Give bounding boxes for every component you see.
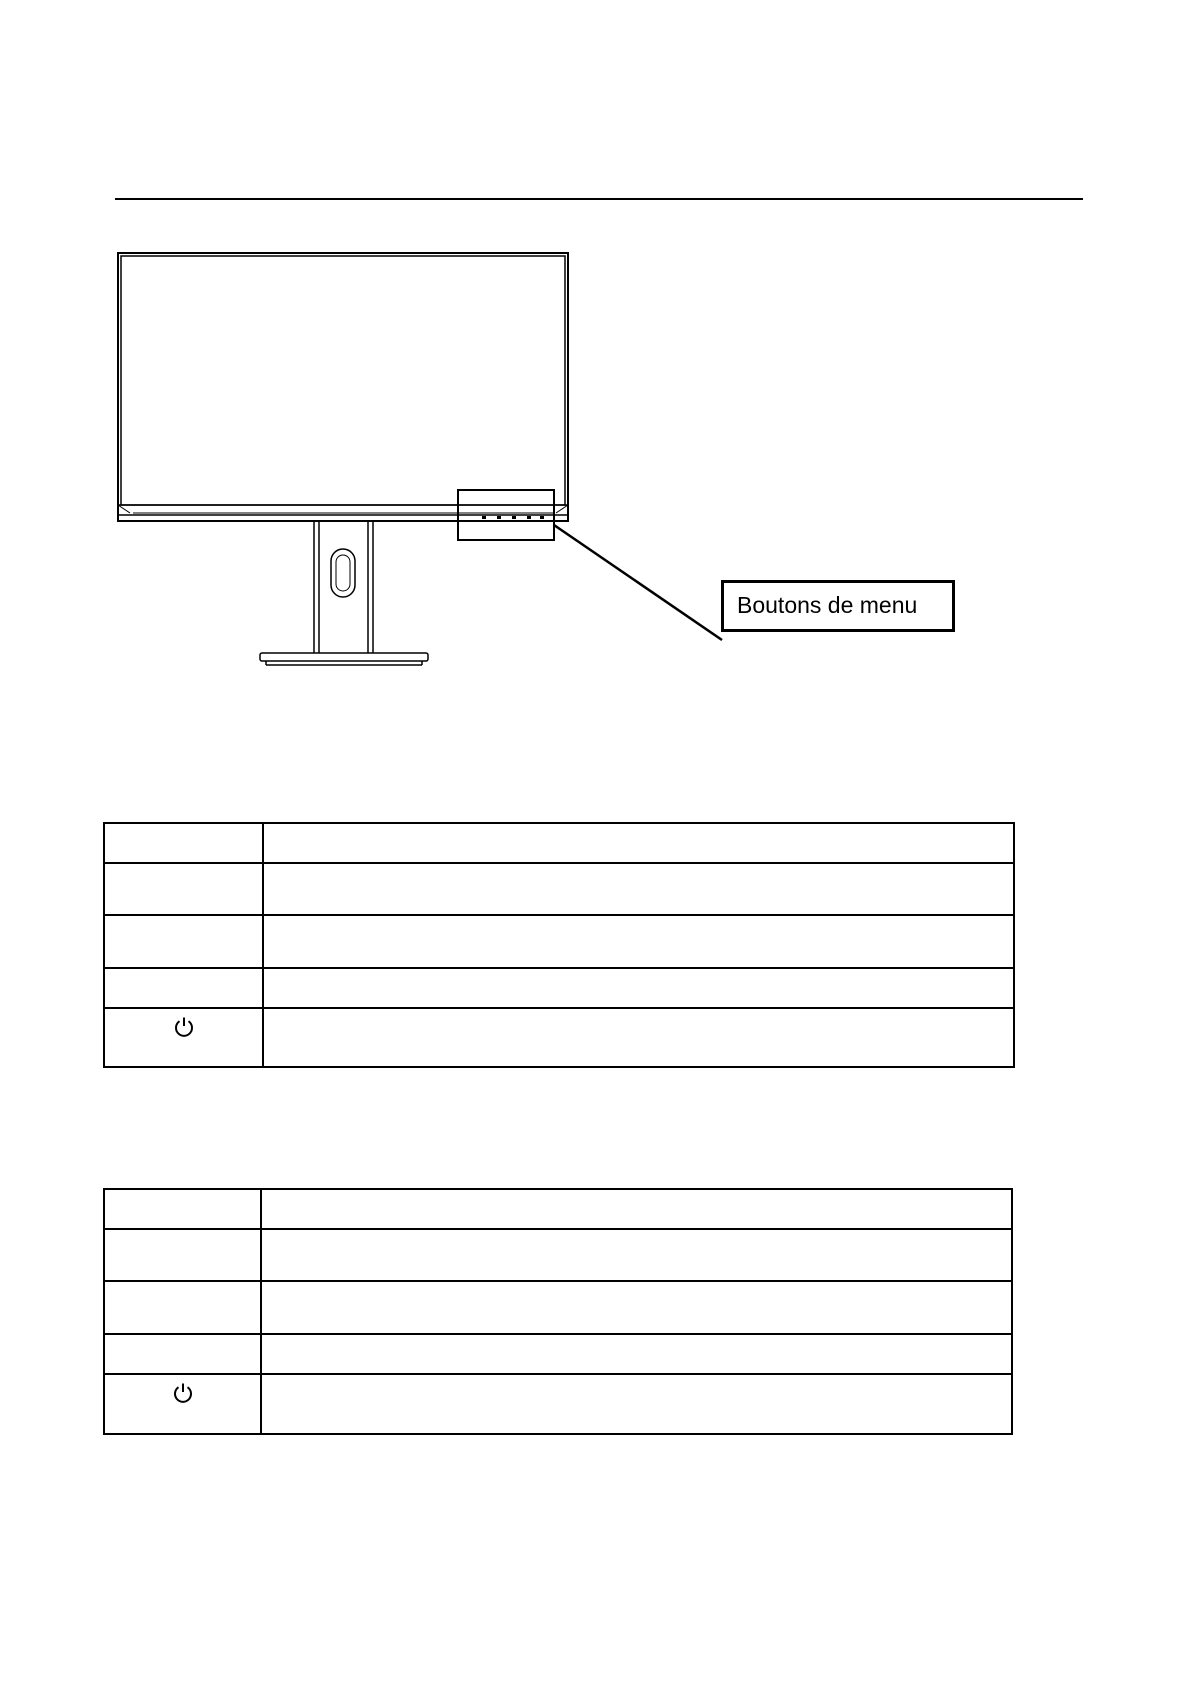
monitor-drawing	[118, 253, 568, 665]
callout-label-menu-buttons: Boutons de menu	[721, 580, 955, 632]
menu-buttons-marks	[482, 516, 544, 519]
table-cell-key	[104, 863, 263, 915]
table-cell-key	[104, 968, 263, 1008]
table-cell-key	[104, 1281, 261, 1334]
table-cell-description	[261, 1334, 1012, 1374]
table-cell-description	[261, 1374, 1012, 1434]
button-table-2	[103, 1188, 1013, 1435]
table-cell-key	[104, 1229, 261, 1281]
table-cell-key	[104, 823, 263, 863]
table-cell-key	[104, 1374, 261, 1434]
table-row	[104, 1281, 1012, 1334]
table-cell-description	[263, 823, 1014, 863]
table-cell-description	[263, 915, 1014, 968]
table-cell-description	[263, 863, 1014, 915]
monitor-front-view-diagram	[0, 0, 1192, 700]
table-cell-key	[104, 1189, 261, 1229]
table-cell-description	[263, 1008, 1014, 1067]
table-cell-key	[104, 1334, 261, 1374]
table-cell-description	[261, 1189, 1012, 1229]
table-row	[104, 1189, 1012, 1229]
table-row	[104, 1334, 1012, 1374]
table-row	[104, 1229, 1012, 1281]
table-cell-description	[261, 1229, 1012, 1281]
table-row	[104, 863, 1014, 915]
table-cell-description	[261, 1281, 1012, 1334]
callout-leader-line	[554, 525, 722, 640]
table-cell-key	[104, 915, 263, 968]
table-cell-key	[104, 1008, 263, 1067]
table-row	[104, 1374, 1012, 1434]
table-row	[104, 823, 1014, 863]
table-row	[104, 968, 1014, 1008]
button-table-1	[103, 822, 1015, 1068]
table-cell-description	[263, 968, 1014, 1008]
power-icon	[173, 1016, 195, 1038]
table-row	[104, 915, 1014, 968]
power-icon	[172, 1382, 194, 1404]
table-row	[104, 1008, 1014, 1067]
